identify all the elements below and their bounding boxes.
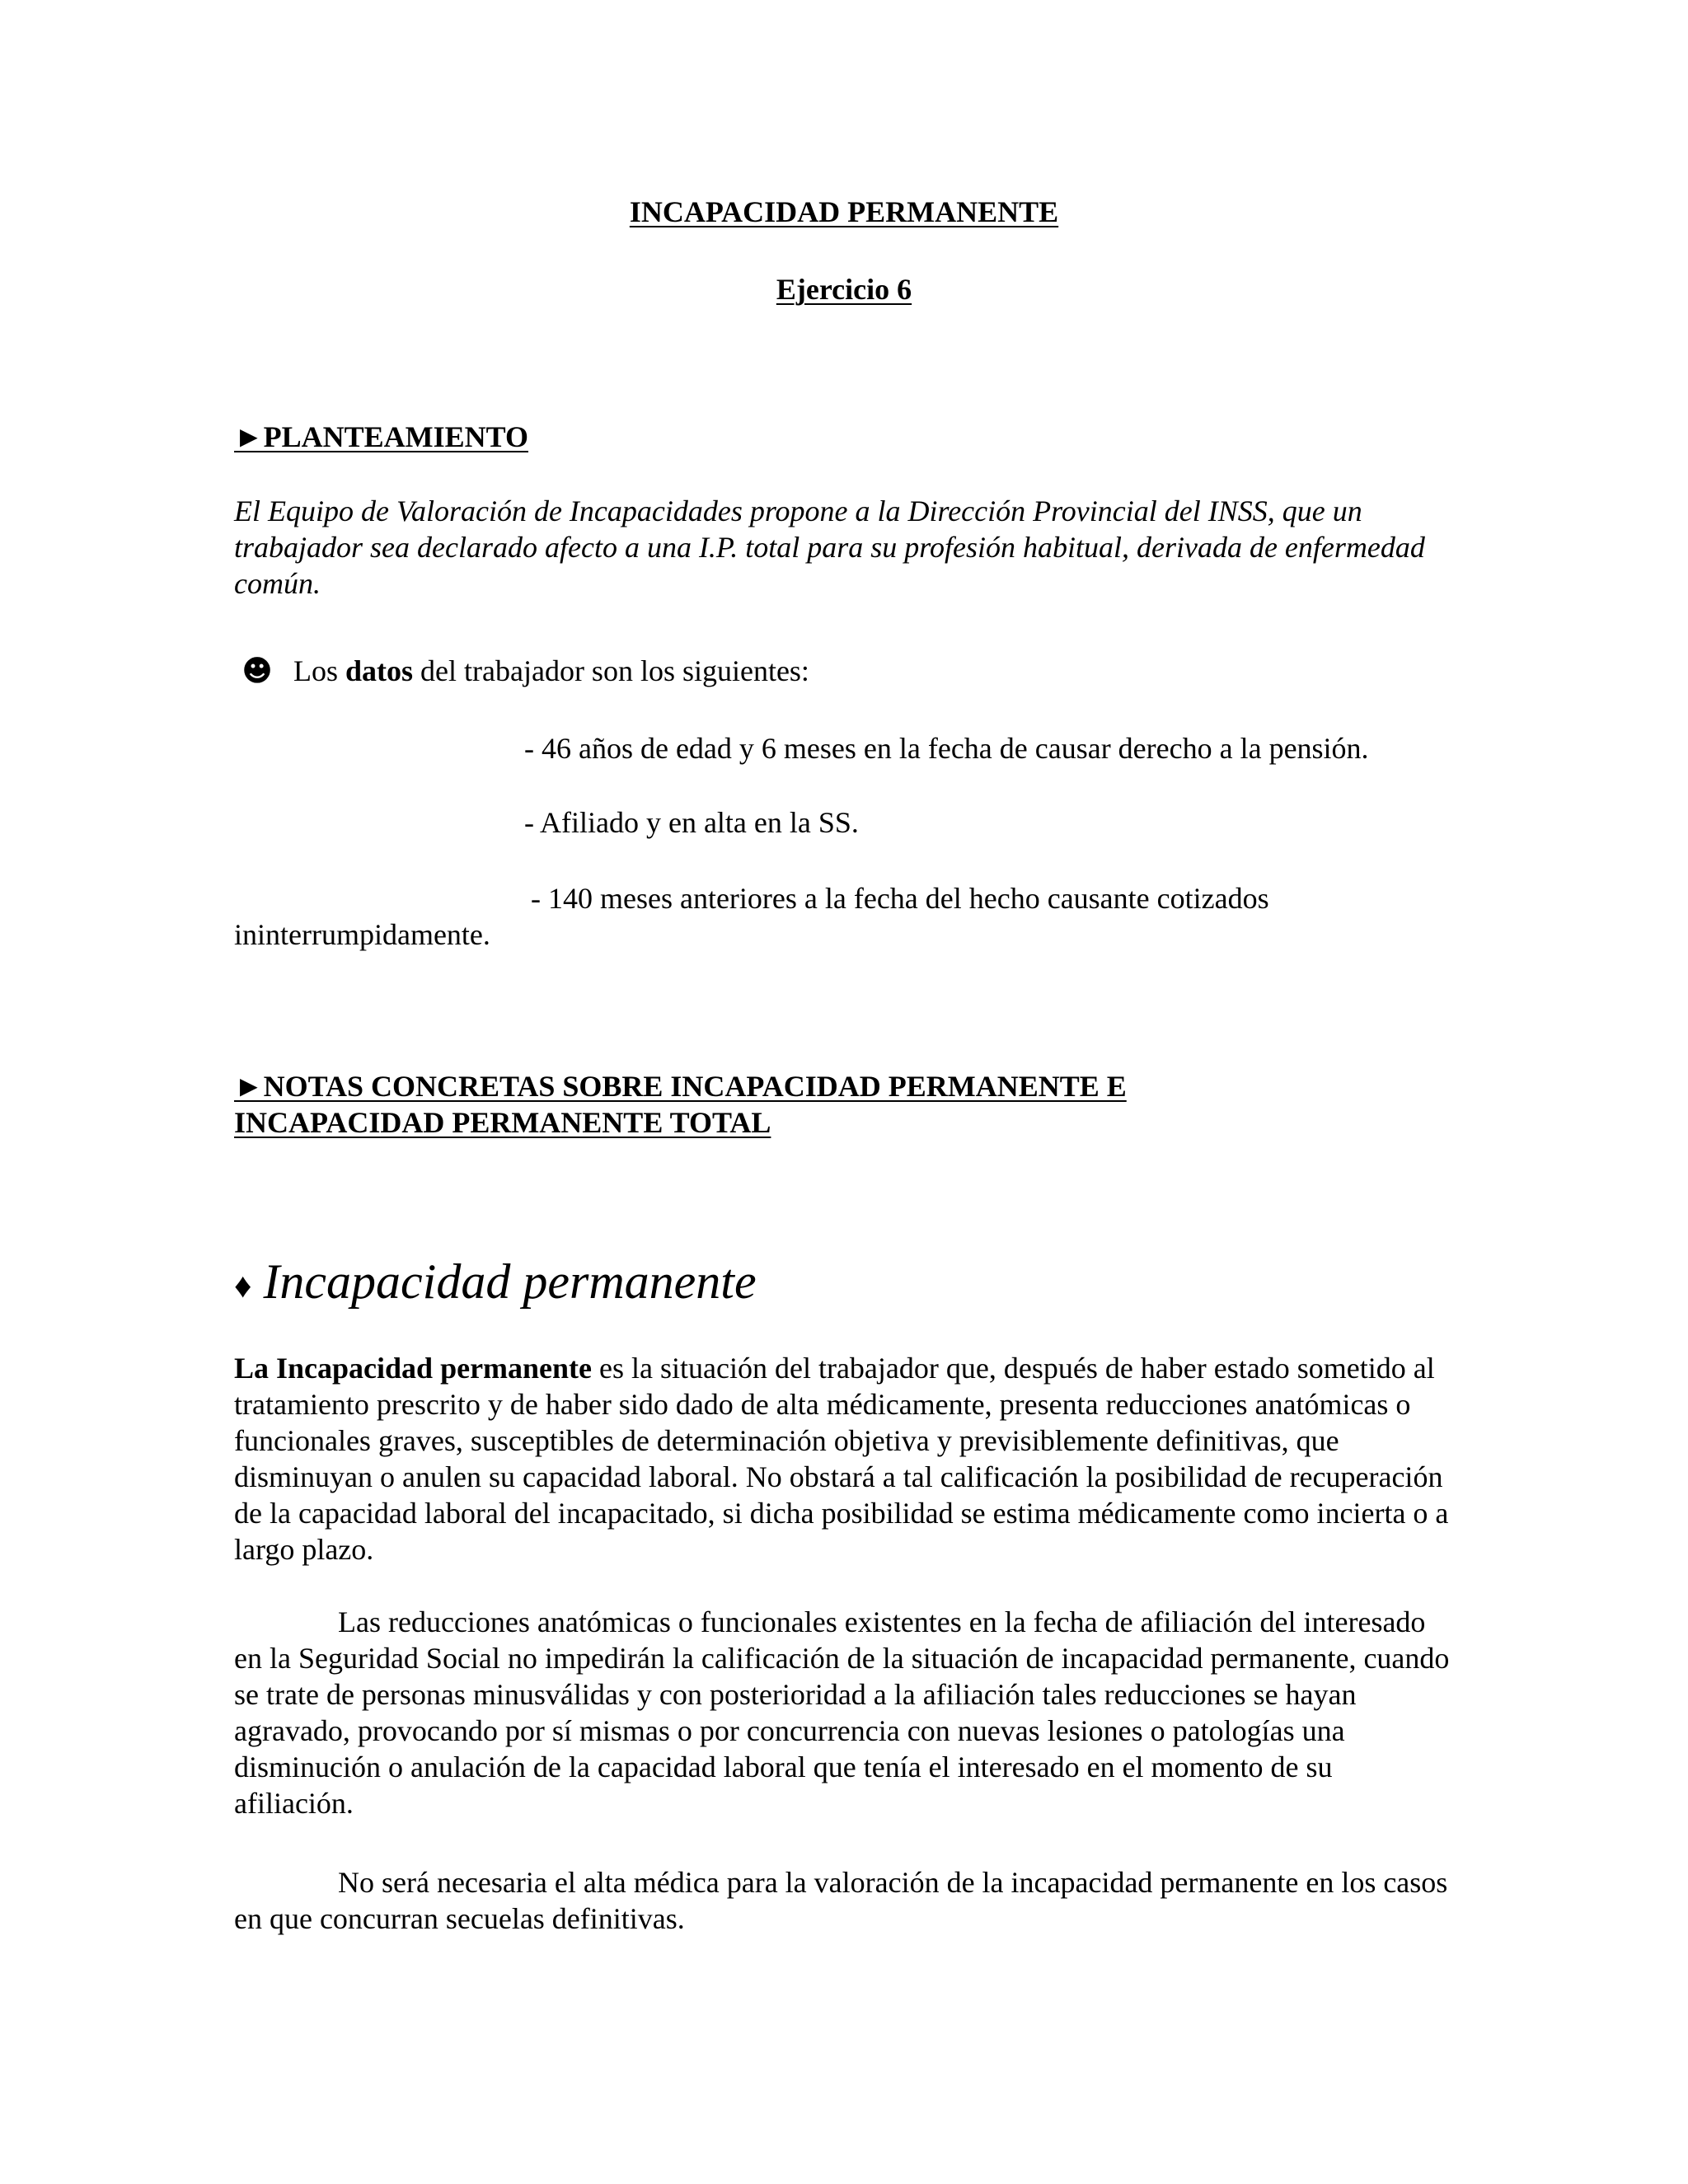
datos-intro-bold: datos [345, 654, 414, 687]
incapacidad-paragraph-3: No será necesaria el alta médica para la valoración de la incapacidad permanente en los casos en que concurran secuelas definitivas. [234, 1866, 1448, 1935]
incapacidad-p1-bold: La Incapacidad permanente [234, 1352, 593, 1385]
incapacidad-heading [234, 1253, 757, 1315]
datos-item-age: - 46 años de edad y 6 meses en la fecha de causar derecho a la pensión. [524, 732, 1369, 765]
datos-item-affiliation: - Afiliado y en alta en la SS. [524, 806, 859, 839]
incapacidad-heading-text: Incapacidad permanente [263, 1254, 757, 1309]
notas-heading-line2: INCAPACIDAD PERMANENTE TOTAL [234, 1106, 771, 1139]
datos-item-contributions: - 140 meses anteriores a la fecha del hecho causante cotizados [531, 882, 1269, 915]
datos-intro-pre: Los [293, 654, 345, 687]
incapacidad-paragraph-2: Las reducciones anatómicas o funcionales existentes en la fecha de afiliación del interesado en la Seguridad Social no impedirán la calificación de la situación de incapacidad permanente, cuando se trate de personas minusválidas y con posterioridad a la afiliación tales reducciones se hayan agravado, provocando por sí mismas o por concurrencia con nuevas lesiones o patologías una disminución o anulación de la capacidad laboral que tenía el interesado en el momento de su afiliación. [234, 1605, 1450, 1820]
document-subtitle: Ejercicio 6 [776, 273, 912, 306]
notas-heading-line1: ►NOTAS CONCRETAS SOBRE INCAPACIDAD PERMANENTE E [234, 1070, 1127, 1103]
datos-item-contributions-cont: ininterrumpidamente. [234, 918, 490, 951]
document-title: INCAPACIDAD PERMANENTE [629, 195, 1059, 228]
incapacidad-p1-text: es la situación del trabajador que, después de haber estado sometido al tratamiento prescrito y de haber sido dado de alta médicamente, presenta reducciones anatómicas o funcionales graves, susceptibles de determinación objetiva y previsiblemente definitivas, que disminuyan o anulen su capacidad laboral. No obstará a tal calificación la posibilidad de recuperación de la capacidad laboral del incapacitado, si dicha posibilidad se estima médicamente como incierta o a largo plazo. [234, 1352, 1449, 1566]
smiley-icon: ☻ [241, 654, 273, 688]
diamond-icon: ♦ [234, 1268, 252, 1306]
datos-intro [241, 653, 809, 690]
incapacidad-paragraph-1 [234, 1350, 1454, 1568]
planteamiento-heading: ►PLANTEAMIENTO [234, 420, 529, 453]
planteamiento-text: El Equipo de Valoración de Incapacidades propone a la Dirección Provincial del INSS, que un trabajador sea declarado afecto a una I.P. total para su profesión habitual, derivada de enfermedad común. [234, 494, 1425, 600]
datos-intro-post: del trabajador son los siguientes: [413, 654, 809, 687]
notas-heading [234, 1068, 1470, 1141]
